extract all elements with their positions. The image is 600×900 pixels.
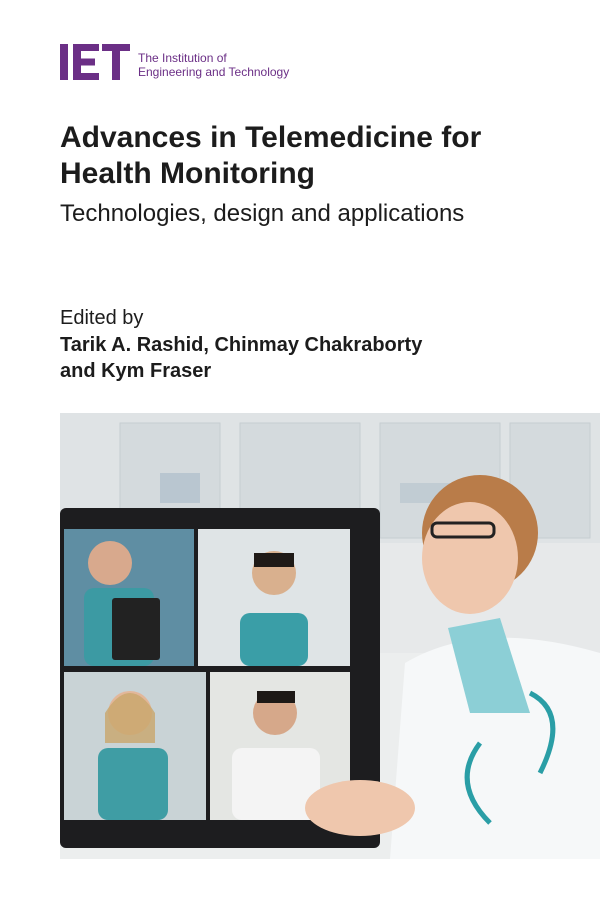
- book-title: [60, 120, 560, 192]
- publisher-name: [138, 51, 289, 79]
- publisher-name-line1: The Institution of: [138, 51, 227, 65]
- publisher-logo: [60, 44, 289, 80]
- editor-names: [60, 332, 560, 384]
- cover-photo: [60, 413, 600, 859]
- book-title-line2: Health Monitoring: [60, 157, 315, 190]
- editor-names-line1: Tarik A. Rashid, Chinmay Chakraborty: [60, 334, 423, 356]
- book-title-line1: Advances in Telemedicine for: [60, 121, 482, 154]
- book-subtitle: Technologies, design and applications: [60, 200, 465, 227]
- telemedicine-illustration: [60, 413, 600, 859]
- edited-by-label: Edited by: [60, 307, 144, 329]
- iet-logo-mark: [60, 44, 130, 80]
- editor-names-line2: and Kym Fraser: [60, 360, 212, 382]
- publisher-name-line2: Engineering and Technology: [138, 65, 290, 79]
